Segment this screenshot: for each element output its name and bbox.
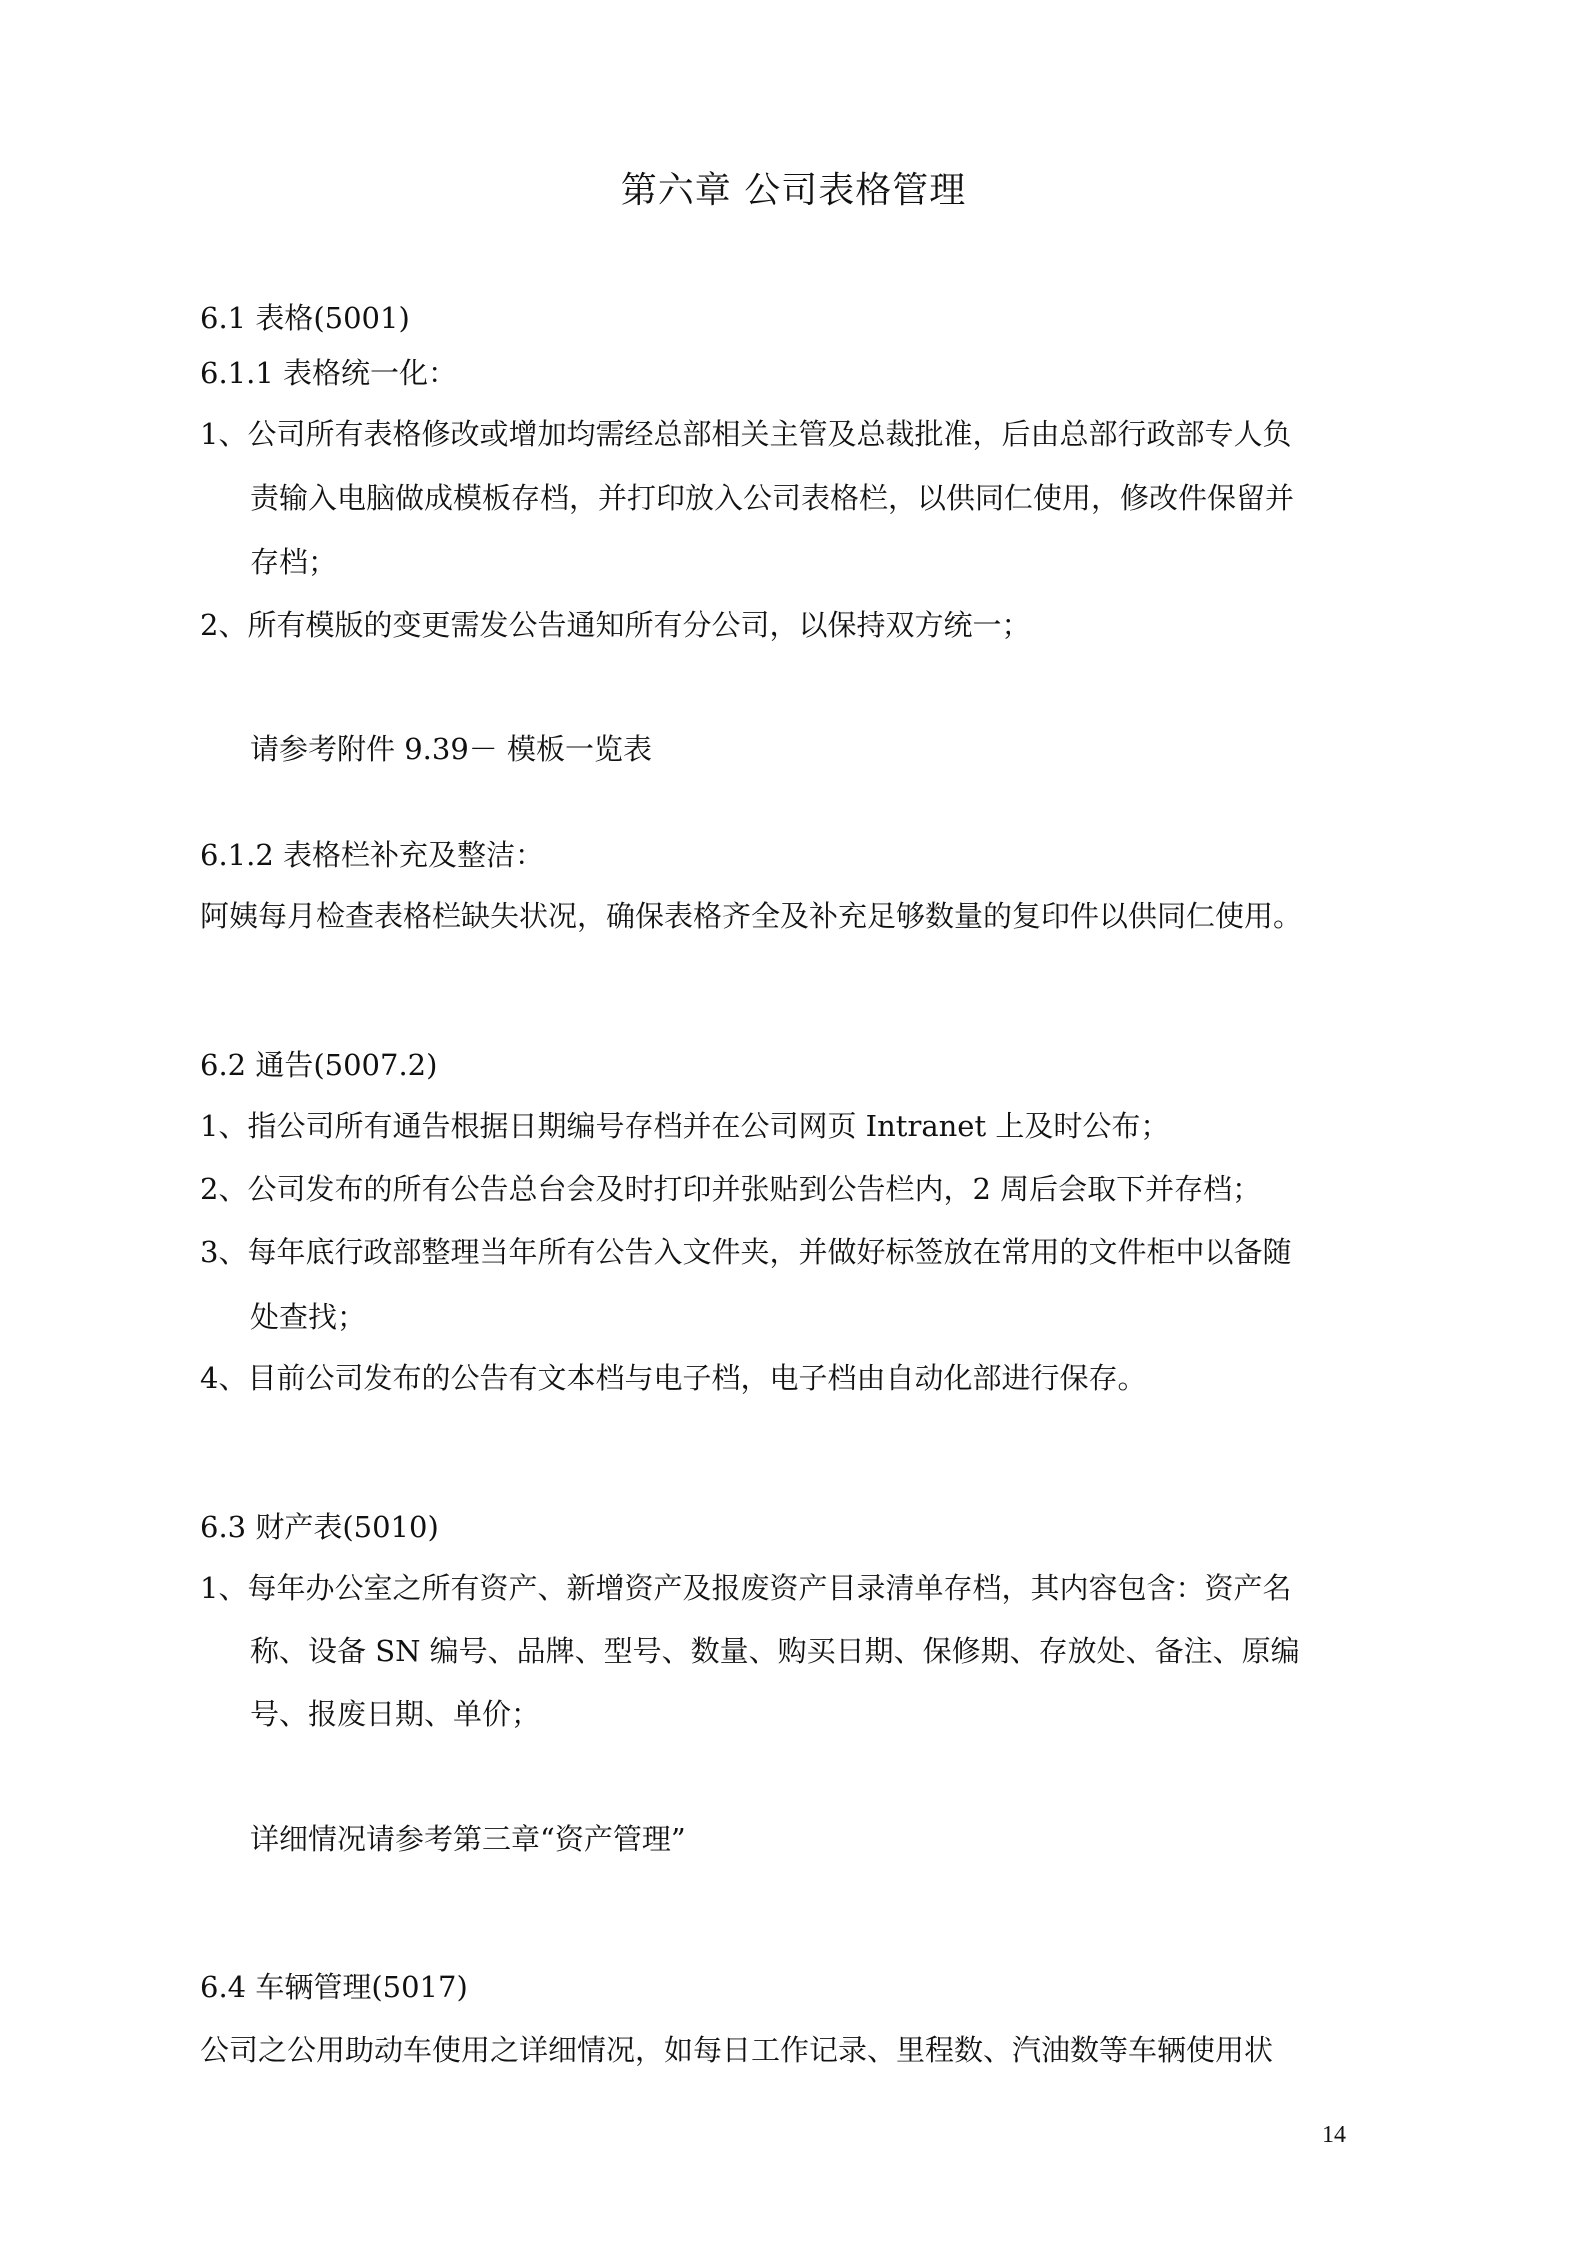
chapter-title: 第六章 公司表格管理 — [620, 170, 967, 211]
section-6-3-item-1-line-2: 称、设备 SN 编号、品牌、型号、数量、购买日期、保修期、存放处、备注、原编 — [250, 1634, 1300, 1668]
section-6-4-heading: 6.4 车辆管理(5017) — [200, 1970, 468, 2004]
section-6-1-1-item-2: 2、所有模版的变更需发公告通知所有分公司，以保持双方统一； — [200, 608, 1031, 642]
section-6-1-1-reference: 请参考附件 9.39－ 模板一览表 — [250, 732, 653, 766]
section-6-3-reference: 详细情况请参考第三章“资产管理” — [250, 1822, 686, 1856]
section-6-2-item-1: 1、指公司所有通告根据日期编号存档并在公司网页 Intranet 上及时公布； — [200, 1109, 1170, 1143]
section-6-4-body-line-1: 公司之公用助动车使用之详细情况，如每日工作记录、里程数、汽油数等车辆使用状 — [200, 2033, 1274, 2067]
section-6-2-heading: 6.2 通告(5007.2) — [200, 1048, 438, 1082]
section-6-1-1-item-1-line-3: 存档； — [250, 545, 338, 579]
section-6-2-item-4: 4、目前公司发布的公告有文本档与电子档，电子档由自动化部进行保存。 — [200, 1361, 1147, 1395]
section-6-1-1-heading: 6.1.1 表格统一化： — [200, 356, 458, 390]
section-6-1-2-body: 阿姨每月检查表格栏缺失状况，确保表格齐全及补充足够数量的复印件以供同仁使用。 — [200, 899, 1303, 933]
section-6-3-item-1-line-3: 号、报废日期、单价； — [250, 1697, 541, 1731]
section-6-2-item-3-line-1: 3、每年底行政部整理当年所有公告入文件夹，并做好标签放在常用的文件柜中以备随 — [200, 1235, 1292, 1269]
section-6-3-item-1-line-1: 1、每年办公室之所有资产、新增资产及报废资产目录清单存档，其内容包含：资产名 — [200, 1571, 1292, 1605]
section-6-3-heading: 6.3 财产表(5010) — [200, 1510, 439, 1544]
section-6-1-1-item-1-line-1: 1、公司所有表格修改或增加均需经总部相关主管及总裁批准，后由总部行政部专人负 — [200, 417, 1292, 451]
section-6-2-item-3-line-2: 处查找； — [250, 1300, 367, 1334]
section-6-1-2-heading: 6.1.2 表格栏补充及整洁： — [200, 838, 545, 872]
section-6-1-1-item-1-line-2: 责输入电脑做成模板存档，并打印放入公司表格栏，以供同仁使用，修改件保留并 — [250, 481, 1295, 515]
section-6-1-heading: 6.1 表格(5001) — [200, 301, 410, 335]
section-6-2-item-2: 2、公司发布的所有公告总台会及时打印并张贴到公告栏内，2 周后会取下并存档； — [200, 1172, 1262, 1206]
page-number: 14 — [1322, 2122, 1346, 2148]
